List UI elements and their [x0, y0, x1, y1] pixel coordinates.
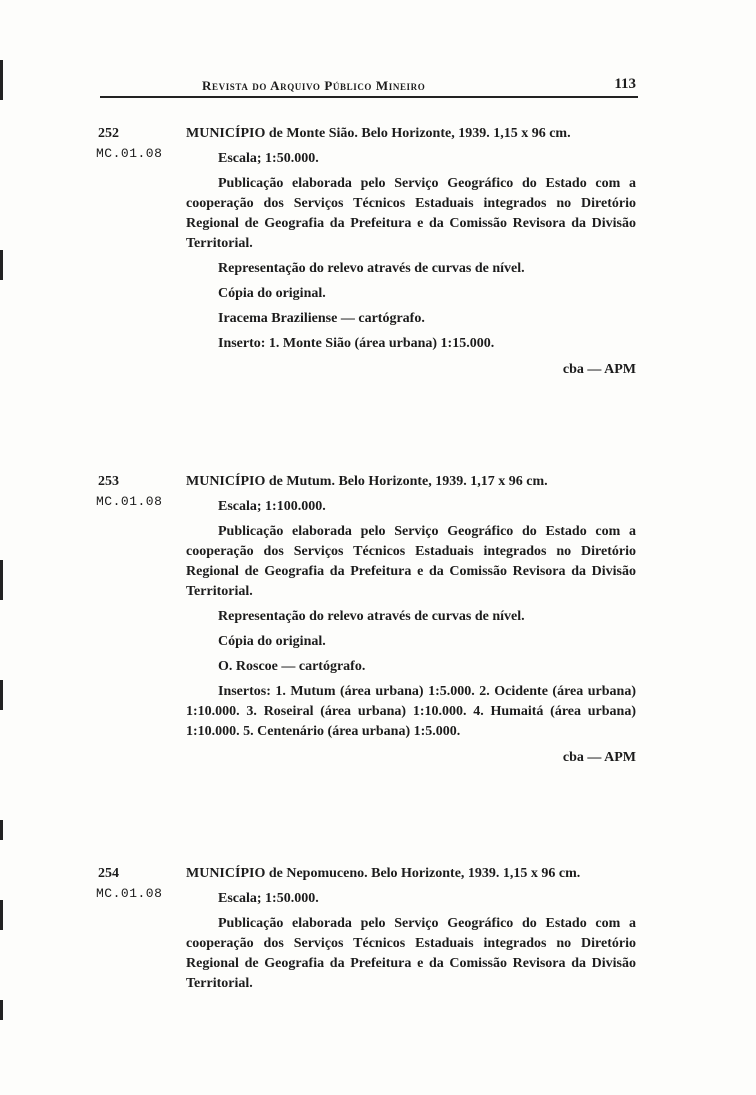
entry-copy: Cópia do original. — [218, 286, 326, 301]
journal-title: Revista do Arquivo Público Mineiro — [202, 78, 426, 93]
entry-code: MC.01.08 — [96, 494, 163, 509]
entry-credit: cba — APM — [562, 750, 636, 765]
entry-publication: Publicação elaborada pelo Serviço Geográfico do Estado com a cooperação dos Serviços Técnicos Estaduais integrados no Diretório Regional de Geografia da Prefeitura e da Comissão Revisora da Divisão Territorial. — [186, 916, 636, 991]
entry-credit: cba — APM — [562, 362, 636, 377]
entry-relief: Representação do relevo através de curvas de nível. — [218, 261, 525, 276]
entry-publication: Publicação elaborada pelo Serviço Geográfico do Estado com a cooperação dos Serviços Técnicos Estaduais integrados no Diretório Regional de Geografia da Prefeitura e da Comissão Revisora da Divisão Territorial. — [186, 176, 636, 251]
entry-body — [186, 864, 636, 999]
entry-cartographer: Iracema Braziliense — cartógrafo. — [218, 311, 425, 326]
entry-inset: Inserto: 1. Monte Sião (área urbana) 1:15.000. — [218, 336, 495, 351]
entry-body — [186, 472, 636, 768]
entry-code: MC.01.08 — [96, 146, 163, 161]
entry-copy: Cópia do original. — [218, 634, 326, 649]
entry-insets: Insertos: 1. Mutum (área urbana) 1:5.000. 2. Ocidente (área urbana) 1:10.000. 3. Roseiral (área urbana) 1:10.000. 4. Humaitá (área urbana) 1:10.000. 5. Centenário (área urbana) 1:5.000. — [186, 684, 636, 739]
page-margin-marks — [0, 0, 4, 1095]
entry-number: 252 — [98, 126, 119, 141]
entry-number: 253 — [98, 474, 119, 489]
entry-title: MUNICÍPIO de Monte Sião. Belo Horizonte, 1939. 1,15 x 96 cm. — [186, 126, 571, 141]
entry-body — [186, 124, 636, 380]
entry-publication: Publicação elaborada pelo Serviço Geográfico do Estado com a cooperação dos Serviços Técnicos Estaduais integrados no Diretório Regional de Geografia da Prefeitura e da Comissão Revisora da Divisão Territorial. — [186, 524, 636, 599]
entry-title: MUNICÍPIO de Mutum. Belo Horizonte, 1939. 1,17 x 96 cm. — [186, 474, 548, 489]
entry-scale: Escala; 1:50.000. — [218, 891, 319, 906]
entry-title: MUNICÍPIO de Nepomuceno. Belo Horizonte, 1939. 1,15 x 96 cm. — [186, 866, 581, 881]
entry-number: 254 — [98, 866, 119, 881]
entry-code: MC.01.08 — [96, 886, 163, 901]
header-rule — [100, 96, 638, 98]
entry-relief: Representação do relevo através de curvas de nível. — [218, 609, 525, 624]
entry-scale: Escala; 1:50.000. — [218, 151, 319, 166]
entry-scale: Escala; 1:100.000. — [218, 499, 326, 514]
page-number: 113 — [614, 76, 636, 92]
entry-cartographer: O. Roscoe — cartógrafo. — [218, 659, 366, 674]
